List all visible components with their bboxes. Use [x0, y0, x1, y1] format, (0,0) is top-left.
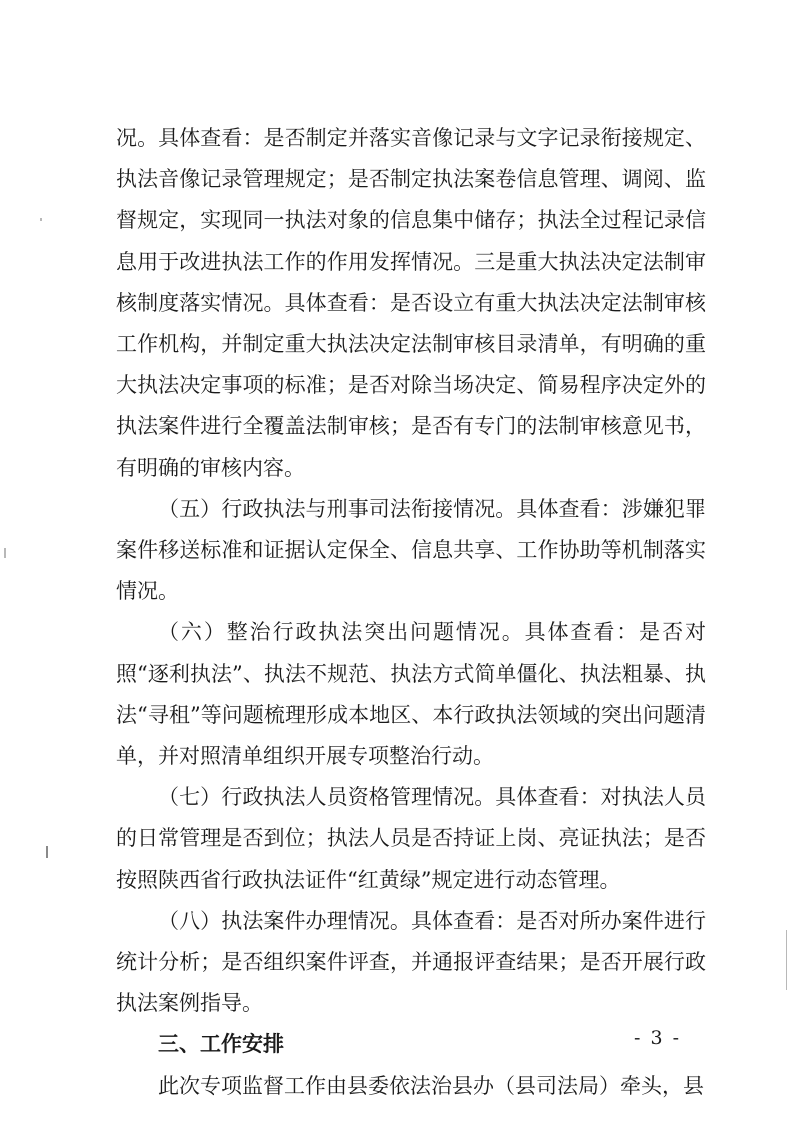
scan-speck: [40, 218, 42, 221]
paragraph-item-7: （七）行政执法人员资格管理情况。具体查看：对执法人员的日常管理是否到位；执法人员是否持证上岗、亮证执法；是否按照陕西省行政执法证件“红黄绿”规定进行动态管理。: [116, 785, 706, 892]
paragraph-continuation: 况。具体查看：是否制定并落实音像记录与文字记录衔接规定、执法音像记录管理规定；是否制定执法案卷信息管理、调阅、监督规定，实现同一执法对象的信息集中储存；执法全过程记录信息用于改进执法工作的作用发挥情况。三是重大执法决定法制审核制度落实情况。具体查看：是否设立有重大执法决定法制审核工作机构，并制定重大执法决定法制审核目录清单，有明确的重大执法决定事项的标准；是否对除当场决定、简易程序决定外的执法案件进行全覆盖法制审核；是否有专门的法制审核意见书，有明确的审核内容。: [116, 126, 706, 480]
section-heading: 三、工作安排: [158, 1032, 284, 1057]
body-text: [116, 118, 706, 1107]
paragraph-item-5: （五）行政执法与刑事司法衔接情况。具体查看：涉嫌犯罪案件移送标准和证据认定保全、信息共享、工作协助等机制落实情况。: [116, 496, 706, 604]
closing-paragraph: 此次专项监督工作由县委依法治县办（县司法局）牵头，县: [158, 1073, 704, 1098]
paragraph-item-8: （八）执法案件办理情况。具体查看：是否对所办案件进行统计分析；是否组织案件评查，并通报评查结果；是否开展行政执法案例指导。: [116, 908, 706, 1016]
paragraph-item-6: （六）整治行政执法突出问题情况。具体查看：是否对照“逐利执法”、执法不规范、执法方式简单僵化、执法粗暴、执法“寻租”等问题梳理形成本地区、本行政执法领域的突出问题清单，并对照清单组织开展专项整治行动。: [116, 620, 706, 769]
page-number: - 3 -: [634, 1027, 682, 1049]
scan-edge-line: [786, 930, 787, 990]
scan-speck: [46, 846, 48, 858]
scan-speck: [4, 548, 6, 558]
